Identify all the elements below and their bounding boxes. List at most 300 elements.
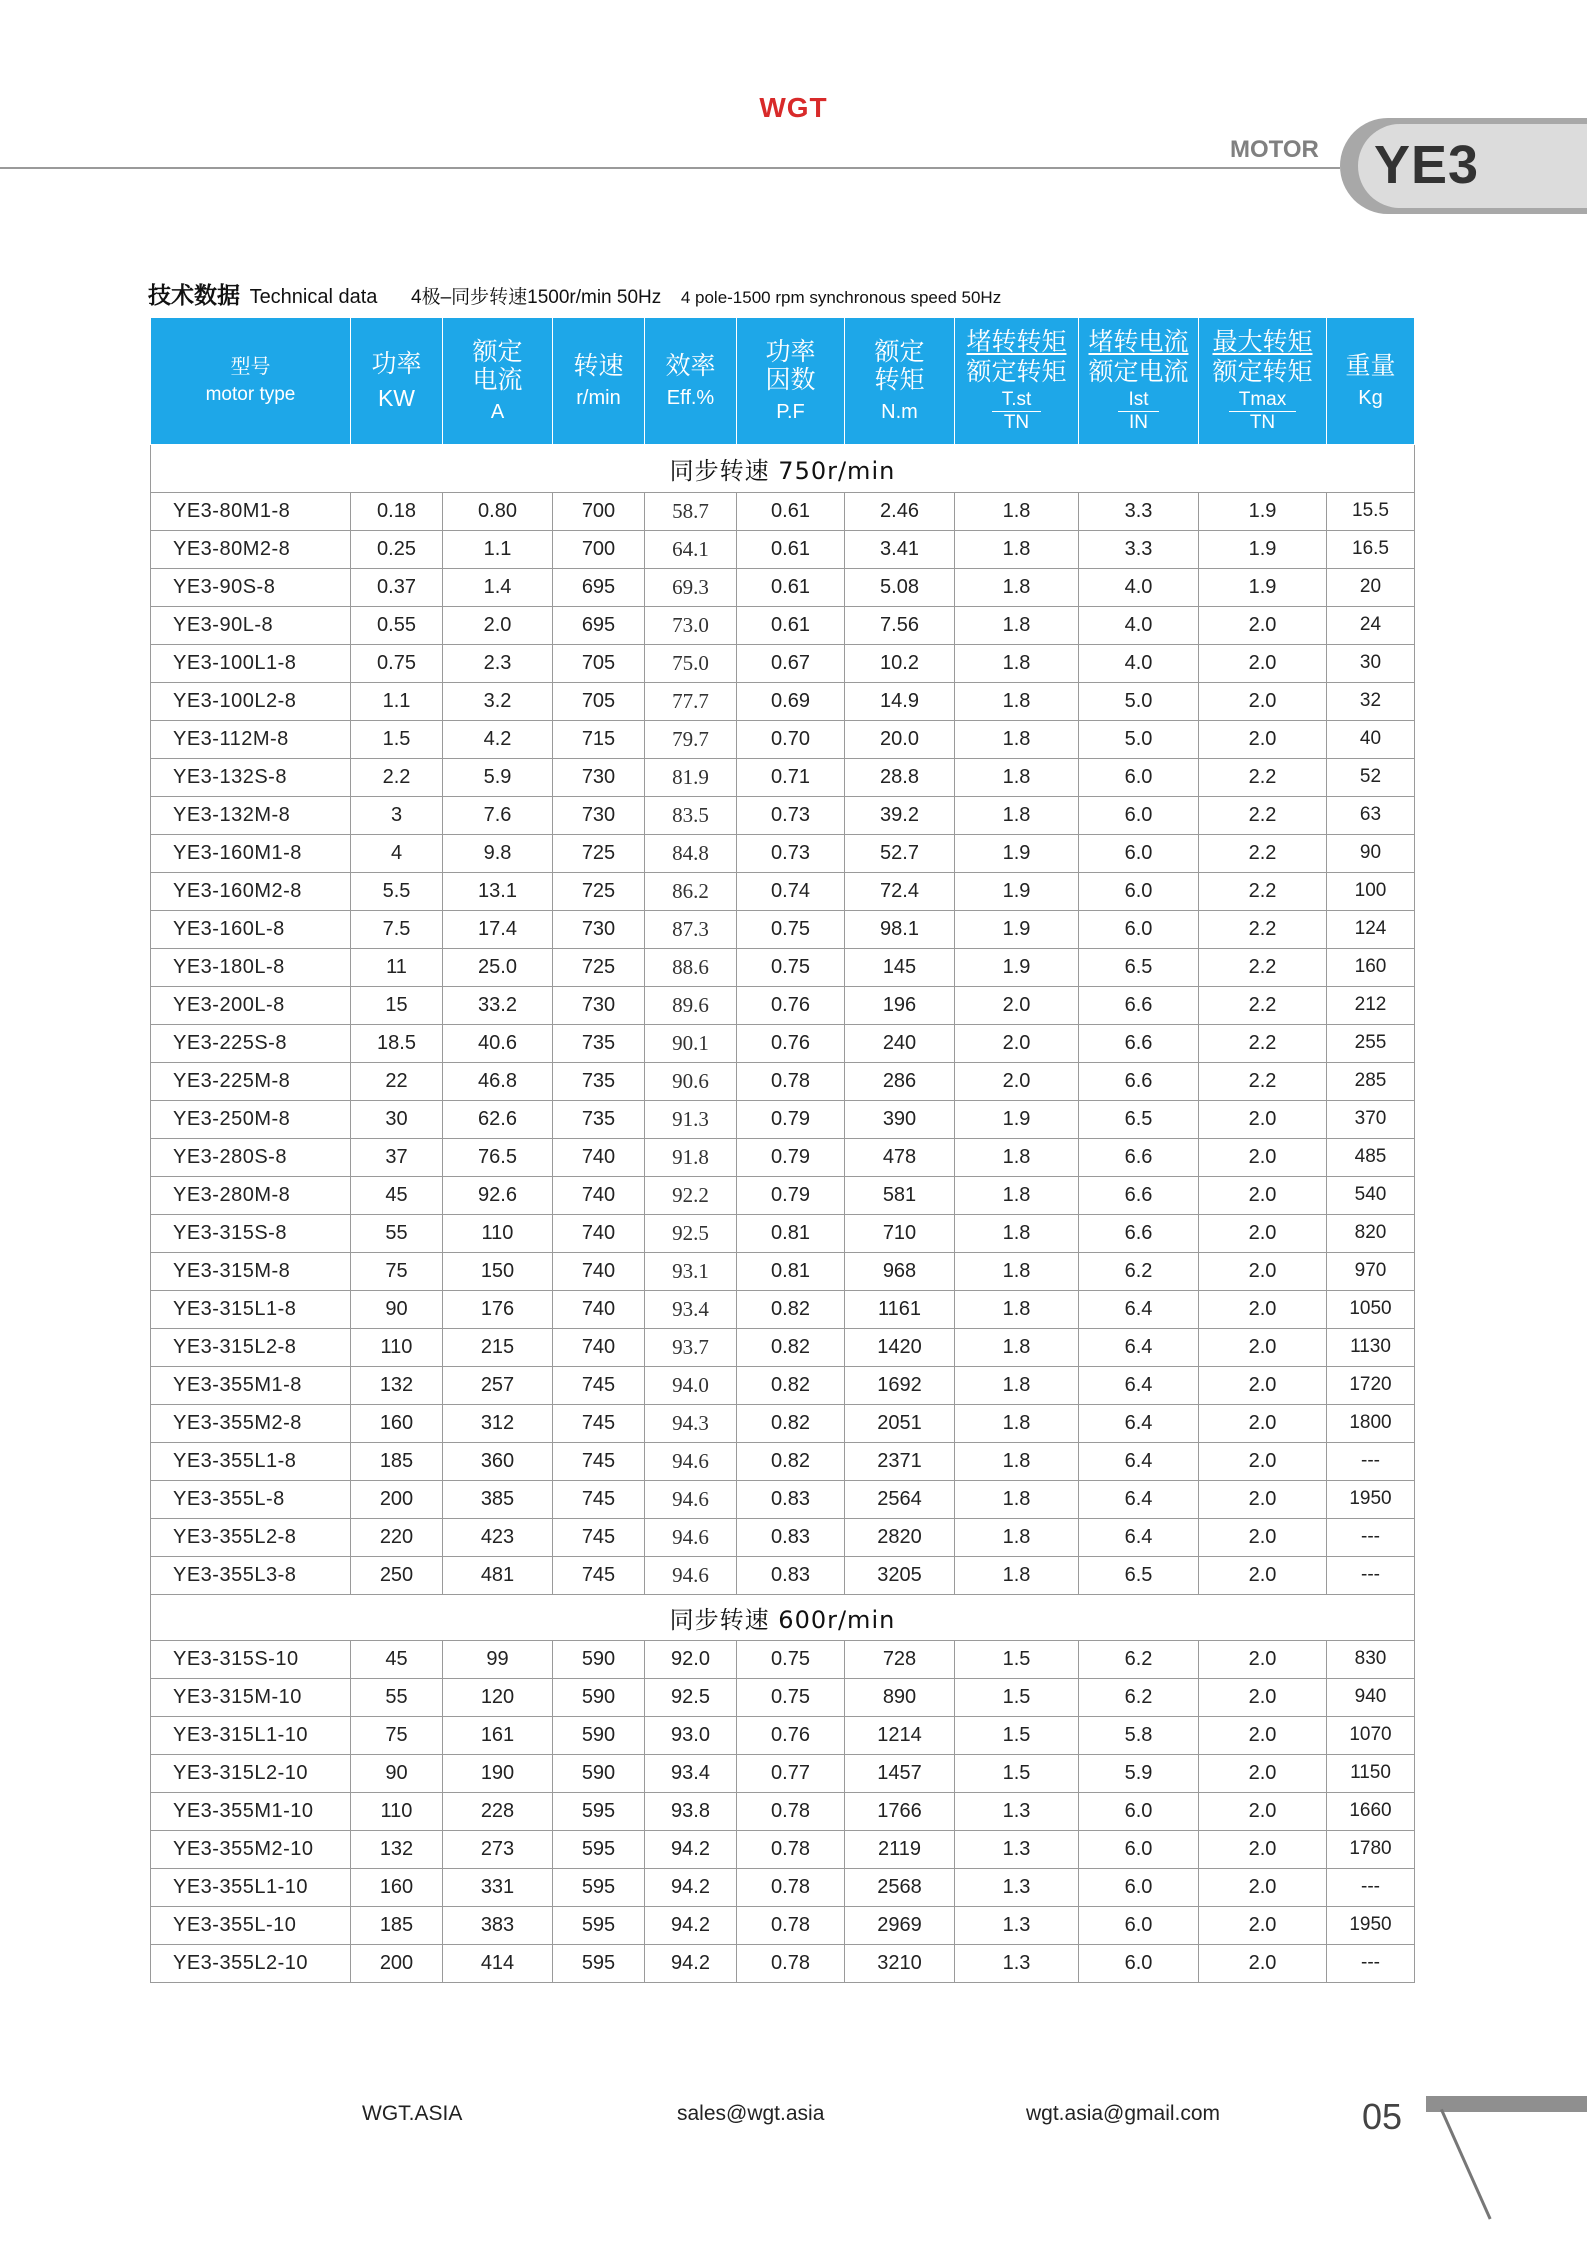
- cell-weight: 285: [1327, 1062, 1415, 1100]
- cell-speed: 705: [553, 682, 645, 720]
- cell-weight: 830: [1327, 1640, 1415, 1678]
- cell-rated-torque: 28.8: [845, 758, 955, 796]
- cell-efficiency: 73.0: [645, 606, 737, 644]
- table-row: [151, 1754, 1415, 1792]
- cell-power: 15: [351, 986, 443, 1024]
- cell-power-factor: 0.82: [737, 1404, 845, 1442]
- cell-efficiency: 94.0: [645, 1366, 737, 1404]
- cell-efficiency: 81.9: [645, 758, 737, 796]
- cell-current: 481: [443, 1556, 553, 1594]
- cell-tst-ratio: 1.9: [955, 1100, 1079, 1138]
- table-row: [151, 1868, 1415, 1906]
- cell-tst-ratio: 1.9: [955, 910, 1079, 948]
- cell-power-factor: 0.61: [737, 568, 845, 606]
- table-caption: [148, 277, 1001, 310]
- cell-efficiency: 75.0: [645, 644, 737, 682]
- cell-rated-torque: 98.1: [845, 910, 955, 948]
- cell-current: 2.0: [443, 606, 553, 644]
- cell-current: 5.9: [443, 758, 553, 796]
- cell-speed: 745: [553, 1442, 645, 1480]
- cell-weight: 90: [1327, 834, 1415, 872]
- table-row: [151, 1176, 1415, 1214]
- cell-efficiency: 90.1: [645, 1024, 737, 1062]
- cell-speed: 745: [553, 1366, 645, 1404]
- header-rule: [0, 167, 1340, 169]
- cell-efficiency: 93.8: [645, 1792, 737, 1830]
- cell-power: 11: [351, 948, 443, 986]
- cell-tst-ratio: 1.8: [955, 1366, 1079, 1404]
- table-row: [151, 1138, 1415, 1176]
- cell-efficiency: 94.2: [645, 1944, 737, 1982]
- cell-tmax-ratio: 2.2: [1199, 872, 1327, 910]
- cell-speed: 700: [553, 492, 645, 530]
- cell-tmax-ratio: 2.0: [1199, 1214, 1327, 1252]
- cell-tmax-ratio: 2.2: [1199, 758, 1327, 796]
- cell-model: YE3-132M-8: [151, 796, 351, 834]
- table-row: [151, 948, 1415, 986]
- cell-speed: 725: [553, 872, 645, 910]
- cell-tmax-ratio: 2.0: [1199, 1480, 1327, 1518]
- cell-tmax-ratio: 2.0: [1199, 1328, 1327, 1366]
- cell-tst-ratio: 1.5: [955, 1716, 1079, 1754]
- cell-current: 176: [443, 1290, 553, 1328]
- cell-ist-ratio: 6.0: [1079, 872, 1199, 910]
- cell-weight: 540: [1327, 1176, 1415, 1214]
- table-row: [151, 682, 1415, 720]
- cell-current: 13.1: [443, 872, 553, 910]
- cell-power-factor: 0.83: [737, 1556, 845, 1594]
- cell-tmax-ratio: 2.0: [1199, 1640, 1327, 1678]
- cell-efficiency: 69.3: [645, 568, 737, 606]
- cell-model: YE3-200L-8: [151, 986, 351, 1024]
- cell-power: 22: [351, 1062, 443, 1100]
- cell-efficiency: 94.6: [645, 1442, 737, 1480]
- cell-power-factor: 0.79: [737, 1176, 845, 1214]
- cell-model: YE3-355L2-8: [151, 1518, 351, 1556]
- cell-weight: 370: [1327, 1100, 1415, 1138]
- cell-tmax-ratio: 2.0: [1199, 1830, 1327, 1868]
- cell-model: YE3-80M2-8: [151, 530, 351, 568]
- cell-model: YE3-112M-8: [151, 720, 351, 758]
- cell-model: YE3-100L1-8: [151, 644, 351, 682]
- cell-power: 132: [351, 1366, 443, 1404]
- cell-speed: 695: [553, 606, 645, 644]
- cell-current: 0.80: [443, 492, 553, 530]
- cell-power-factor: 0.76: [737, 1024, 845, 1062]
- cell-weight: ---: [1327, 1944, 1415, 1982]
- cell-current: 423: [443, 1518, 553, 1556]
- cell-tst-ratio: 1.8: [955, 1214, 1079, 1252]
- cell-model: YE3-180L-8: [151, 948, 351, 986]
- cell-speed: 590: [553, 1716, 645, 1754]
- cell-tst-ratio: 1.8: [955, 606, 1079, 644]
- table-row: [151, 1830, 1415, 1868]
- cell-weight: 820: [1327, 1214, 1415, 1252]
- cell-weight: 124: [1327, 910, 1415, 948]
- table-row: [151, 986, 1415, 1024]
- cell-rated-torque: 20.0: [845, 720, 955, 758]
- cell-current: 92.6: [443, 1176, 553, 1214]
- cell-ist-ratio: 4.0: [1079, 606, 1199, 644]
- cell-rated-torque: 145: [845, 948, 955, 986]
- cell-ist-ratio: 4.0: [1079, 644, 1199, 682]
- cell-rated-torque: 2051: [845, 1404, 955, 1442]
- cell-ist-ratio: 6.6: [1079, 1176, 1199, 1214]
- cell-tst-ratio: 1.3: [955, 1792, 1079, 1830]
- cell-efficiency: 92.5: [645, 1214, 737, 1252]
- cell-weight: 1660: [1327, 1792, 1415, 1830]
- cell-tmax-ratio: 1.9: [1199, 568, 1327, 606]
- cell-tst-ratio: 1.8: [955, 1480, 1079, 1518]
- cell-rated-torque: 478: [845, 1138, 955, 1176]
- cell-speed: 730: [553, 986, 645, 1024]
- cell-power: 45: [351, 1640, 443, 1678]
- cell-efficiency: 92.2: [645, 1176, 737, 1214]
- cell-speed: 740: [553, 1138, 645, 1176]
- cell-speed: 730: [553, 910, 645, 948]
- cell-model: YE3-315L2-8: [151, 1328, 351, 1366]
- caption-condition-cn: 4极–同步转速1500r/min 50Hz: [411, 287, 662, 308]
- cell-rated-torque: 2371: [845, 1442, 955, 1480]
- cell-speed: 730: [553, 796, 645, 834]
- cell-weight: ---: [1327, 1518, 1415, 1556]
- table-row: [151, 1328, 1415, 1366]
- cell-ist-ratio: 6.0: [1079, 1830, 1199, 1868]
- cell-efficiency: 93.7: [645, 1328, 737, 1366]
- cell-power: 37: [351, 1138, 443, 1176]
- cell-power-factor: 0.75: [737, 948, 845, 986]
- cell-tmax-ratio: 2.0: [1199, 1442, 1327, 1480]
- cell-current: 215: [443, 1328, 553, 1366]
- cell-tmax-ratio: 2.0: [1199, 1678, 1327, 1716]
- cell-power: 160: [351, 1868, 443, 1906]
- cell-power: 3: [351, 796, 443, 834]
- cell-tmax-ratio: 2.0: [1199, 1252, 1327, 1290]
- cell-model: YE3-160M2-8: [151, 872, 351, 910]
- cell-weight: 1800: [1327, 1404, 1415, 1442]
- cell-ist-ratio: 5.8: [1079, 1716, 1199, 1754]
- cell-ist-ratio: 4.0: [1079, 568, 1199, 606]
- cell-model: YE3-225S-8: [151, 1024, 351, 1062]
- header-weight: 重量 Kg: [1327, 318, 1415, 444]
- cell-tmax-ratio: 2.0: [1199, 606, 1327, 644]
- cell-speed: 745: [553, 1404, 645, 1442]
- cell-weight: 16.5: [1327, 530, 1415, 568]
- cell-tmax-ratio: 2.2: [1199, 834, 1327, 872]
- cell-speed: 735: [553, 1100, 645, 1138]
- cell-model: YE3-355L-10: [151, 1906, 351, 1944]
- cell-power-factor: 0.78: [737, 1792, 845, 1830]
- cell-tst-ratio: 1.5: [955, 1754, 1079, 1792]
- header-locked-torque-ratio: 堵转转矩 额定转矩 $\frac{T.st}{TN}$: [955, 318, 1079, 444]
- cell-current: 1.4: [443, 568, 553, 606]
- cell-tst-ratio: 1.8: [955, 492, 1079, 530]
- cell-model: YE3-355L2-10: [151, 1944, 351, 1982]
- table-row: [151, 1366, 1415, 1404]
- cell-rated-torque: 2.46: [845, 492, 955, 530]
- cell-rated-torque: 1766: [845, 1792, 955, 1830]
- cell-weight: 1130: [1327, 1328, 1415, 1366]
- cell-speed: 745: [553, 1480, 645, 1518]
- cell-efficiency: 94.6: [645, 1556, 737, 1594]
- cell-rated-torque: 2564: [845, 1480, 955, 1518]
- cell-tst-ratio: 1.8: [955, 1176, 1079, 1214]
- cell-model: YE3-280M-8: [151, 1176, 351, 1214]
- cell-tmax-ratio: 2.0: [1199, 1138, 1327, 1176]
- table-body: [151, 444, 1415, 1982]
- cell-power: 0.37: [351, 568, 443, 606]
- cell-weight: ---: [1327, 1868, 1415, 1906]
- cell-efficiency: 64.1: [645, 530, 737, 568]
- cell-weight: 160: [1327, 948, 1415, 986]
- cell-efficiency: 88.6: [645, 948, 737, 986]
- table-row: [151, 796, 1415, 834]
- cell-weight: 1070: [1327, 1716, 1415, 1754]
- cell-power-factor: 0.61: [737, 530, 845, 568]
- cell-tmax-ratio: 1.9: [1199, 530, 1327, 568]
- cell-speed: 735: [553, 1062, 645, 1100]
- cell-ist-ratio: 6.6: [1079, 1214, 1199, 1252]
- cell-current: 228: [443, 1792, 553, 1830]
- cell-power: 185: [351, 1906, 443, 1944]
- cell-current: 150: [443, 1252, 553, 1290]
- cell-speed: 700: [553, 530, 645, 568]
- cell-current: 383: [443, 1906, 553, 1944]
- cell-power: 160: [351, 1404, 443, 1442]
- cell-model: YE3-225M-8: [151, 1062, 351, 1100]
- cell-power: 1.5: [351, 720, 443, 758]
- table-row: [151, 720, 1415, 758]
- cell-tst-ratio: 1.8: [955, 1252, 1079, 1290]
- cell-power-factor: 0.78: [737, 1062, 845, 1100]
- cell-tst-ratio: 1.3: [955, 1868, 1079, 1906]
- cell-tst-ratio: 1.8: [955, 758, 1079, 796]
- cell-current: 4.2: [443, 720, 553, 758]
- cell-tmax-ratio: 2.0: [1199, 1944, 1327, 1982]
- cell-power-factor: 0.82: [737, 1328, 845, 1366]
- cell-rated-torque: 3210: [845, 1944, 955, 1982]
- cell-tmax-ratio: 2.0: [1199, 1518, 1327, 1556]
- cell-rated-torque: 1457: [845, 1754, 955, 1792]
- cell-rated-torque: 72.4: [845, 872, 955, 910]
- cell-power-factor: 0.79: [737, 1138, 845, 1176]
- cell-current: 190: [443, 1754, 553, 1792]
- table-row: [151, 1556, 1415, 1594]
- cell-tst-ratio: 1.8: [955, 644, 1079, 682]
- cell-rated-torque: 1161: [845, 1290, 955, 1328]
- cell-tst-ratio: 1.8: [955, 1556, 1079, 1594]
- cell-model: YE3-315L1-10: [151, 1716, 351, 1754]
- cell-power-factor: 0.61: [737, 606, 845, 644]
- cell-current: 46.8: [443, 1062, 553, 1100]
- cell-power: 110: [351, 1792, 443, 1830]
- cell-power-factor: 0.75: [737, 1640, 845, 1678]
- cell-speed: 740: [553, 1214, 645, 1252]
- cell-model: YE3-315M-10: [151, 1678, 351, 1716]
- page-corner-slash: [1440, 2109, 1492, 2220]
- header-power-factor: 功率因数 P.F: [737, 318, 845, 444]
- cell-current: 99: [443, 1640, 553, 1678]
- cell-model: YE3-90L-8: [151, 606, 351, 644]
- cell-power: 2.2: [351, 758, 443, 796]
- cell-efficiency: 93.4: [645, 1290, 737, 1328]
- cell-tmax-ratio: 2.2: [1199, 948, 1327, 986]
- cell-power-factor: 0.81: [737, 1252, 845, 1290]
- cell-ist-ratio: 6.0: [1079, 1944, 1199, 1982]
- cell-tst-ratio: 1.8: [955, 1518, 1079, 1556]
- cell-rated-torque: 7.56: [845, 606, 955, 644]
- table-row: [151, 1678, 1415, 1716]
- cell-ist-ratio: 6.5: [1079, 948, 1199, 986]
- cell-speed: 745: [553, 1556, 645, 1594]
- cell-speed: 740: [553, 1328, 645, 1366]
- cell-weight: 30: [1327, 644, 1415, 682]
- cell-speed: 590: [553, 1754, 645, 1792]
- cell-power: 55: [351, 1214, 443, 1252]
- table-row: [151, 1716, 1415, 1754]
- cell-speed: 730: [553, 758, 645, 796]
- cell-weight: ---: [1327, 1442, 1415, 1480]
- cell-power-factor: 0.70: [737, 720, 845, 758]
- cell-model: YE3-280S-8: [151, 1138, 351, 1176]
- cell-ist-ratio: 6.4: [1079, 1290, 1199, 1328]
- cell-model: YE3-315S-10: [151, 1640, 351, 1678]
- cell-efficiency: 84.8: [645, 834, 737, 872]
- cell-power: 0.18: [351, 492, 443, 530]
- cell-current: 33.2: [443, 986, 553, 1024]
- cell-tst-ratio: 1.5: [955, 1678, 1079, 1716]
- cell-weight: 24: [1327, 606, 1415, 644]
- cell-tst-ratio: 1.3: [955, 1944, 1079, 1982]
- cell-power-factor: 0.79: [737, 1100, 845, 1138]
- cell-speed: 735: [553, 1024, 645, 1062]
- cell-weight: 52: [1327, 758, 1415, 796]
- cell-rated-torque: 3205: [845, 1556, 955, 1594]
- cell-rated-torque: 968: [845, 1252, 955, 1290]
- cell-power: 90: [351, 1754, 443, 1792]
- cell-power-factor: 0.82: [737, 1290, 845, 1328]
- cell-model: YE3-315M-8: [151, 1252, 351, 1290]
- cell-rated-torque: 52.7: [845, 834, 955, 872]
- table-row: [151, 758, 1415, 796]
- cell-tmax-ratio: 2.0: [1199, 1556, 1327, 1594]
- cell-efficiency: 94.6: [645, 1480, 737, 1518]
- cell-power: 110: [351, 1328, 443, 1366]
- cell-model: YE3-355L3-8: [151, 1556, 351, 1594]
- cell-current: 17.4: [443, 910, 553, 948]
- cell-tmax-ratio: 2.0: [1199, 1868, 1327, 1906]
- cell-tmax-ratio: 2.0: [1199, 1366, 1327, 1404]
- cell-efficiency: 90.6: [645, 1062, 737, 1100]
- cell-rated-torque: 196: [845, 986, 955, 1024]
- table-header-row: [151, 318, 1415, 444]
- cell-model: YE3-90S-8: [151, 568, 351, 606]
- cell-power: 4: [351, 834, 443, 872]
- cell-weight: 1720: [1327, 1366, 1415, 1404]
- cell-tmax-ratio: 2.2: [1199, 910, 1327, 948]
- cell-weight: 40: [1327, 720, 1415, 758]
- cell-rated-torque: 240: [845, 1024, 955, 1062]
- cell-tst-ratio: 1.8: [955, 1442, 1079, 1480]
- cell-efficiency: 87.3: [645, 910, 737, 948]
- cell-ist-ratio: 3.3: [1079, 492, 1199, 530]
- cell-model: YE3-355L1-8: [151, 1442, 351, 1480]
- cell-model: YE3-355M2-8: [151, 1404, 351, 1442]
- cell-speed: 595: [553, 1906, 645, 1944]
- cell-speed: 595: [553, 1792, 645, 1830]
- cell-efficiency: 92.0: [645, 1640, 737, 1678]
- cell-speed: 705: [553, 644, 645, 682]
- cell-weight: 1780: [1327, 1830, 1415, 1868]
- cell-current: 76.5: [443, 1138, 553, 1176]
- cell-power: 132: [351, 1830, 443, 1868]
- cell-ist-ratio: 6.0: [1079, 1868, 1199, 1906]
- header-locked-current-ratio: 堵转电流 额定电流 $\frac{\text{Ist}}{IN}$: [1079, 318, 1199, 444]
- cell-tst-ratio: 2.0: [955, 1024, 1079, 1062]
- cell-tmax-ratio: 1.9: [1199, 492, 1327, 530]
- cell-power: 5.5: [351, 872, 443, 910]
- cell-power-factor: 0.78: [737, 1906, 845, 1944]
- cell-rated-torque: 728: [845, 1640, 955, 1678]
- cell-power: 90: [351, 1290, 443, 1328]
- cell-current: 62.6: [443, 1100, 553, 1138]
- cell-speed: 590: [553, 1640, 645, 1678]
- cell-current: 312: [443, 1404, 553, 1442]
- cell-current: 3.2: [443, 682, 553, 720]
- cell-model: YE3-160M1-8: [151, 834, 351, 872]
- cell-rated-torque: 286: [845, 1062, 955, 1100]
- table-row: [151, 834, 1415, 872]
- cell-tst-ratio: 1.8: [955, 568, 1079, 606]
- cell-power-factor: 0.78: [737, 1830, 845, 1868]
- cell-model: YE3-315L1-8: [151, 1290, 351, 1328]
- cell-current: 120: [443, 1678, 553, 1716]
- footer-site: WGT.ASIA: [362, 2102, 463, 2125]
- cell-rated-torque: 581: [845, 1176, 955, 1214]
- category-label: MOTOR: [1230, 136, 1319, 163]
- cell-ist-ratio: 3.3: [1079, 530, 1199, 568]
- cell-power-factor: 0.83: [737, 1480, 845, 1518]
- caption-title-en: Technical data: [249, 286, 378, 308]
- cell-ist-ratio: 6.0: [1079, 758, 1199, 796]
- footer-gmail: wgt.asia@gmail.com: [1026, 2102, 1221, 2125]
- page-number: 05: [1362, 2096, 1403, 2137]
- cell-current: 161: [443, 1716, 553, 1754]
- cell-power: 75: [351, 1252, 443, 1290]
- cell-tst-ratio: 1.9: [955, 834, 1079, 872]
- cell-power-factor: 0.78: [737, 1868, 845, 1906]
- cell-speed: 590: [553, 1678, 645, 1716]
- cell-model: YE3-355L1-10: [151, 1868, 351, 1906]
- cell-efficiency: 91.8: [645, 1138, 737, 1176]
- cell-ist-ratio: 6.0: [1079, 1906, 1199, 1944]
- cell-tst-ratio: 1.8: [955, 796, 1079, 834]
- table-row: [151, 1944, 1415, 1982]
- caption-condition-en: 4 pole-1500 rpm synchronous speed 50Hz: [680, 288, 1002, 307]
- cell-ist-ratio: 6.0: [1079, 1792, 1199, 1830]
- cell-power-factor: 0.76: [737, 1716, 845, 1754]
- table-row: [151, 1290, 1415, 1328]
- cell-ist-ratio: 5.0: [1079, 682, 1199, 720]
- table-row: [151, 644, 1415, 682]
- table-row: [151, 1518, 1415, 1556]
- cell-ist-ratio: 6.6: [1079, 986, 1199, 1024]
- section-title: 同步转速 750r/min: [151, 444, 1415, 492]
- cell-tst-ratio: 1.5: [955, 1640, 1079, 1678]
- cell-current: 40.6: [443, 1024, 553, 1062]
- cell-rated-torque: 1420: [845, 1328, 955, 1366]
- cell-model: YE3-250M-8: [151, 1100, 351, 1138]
